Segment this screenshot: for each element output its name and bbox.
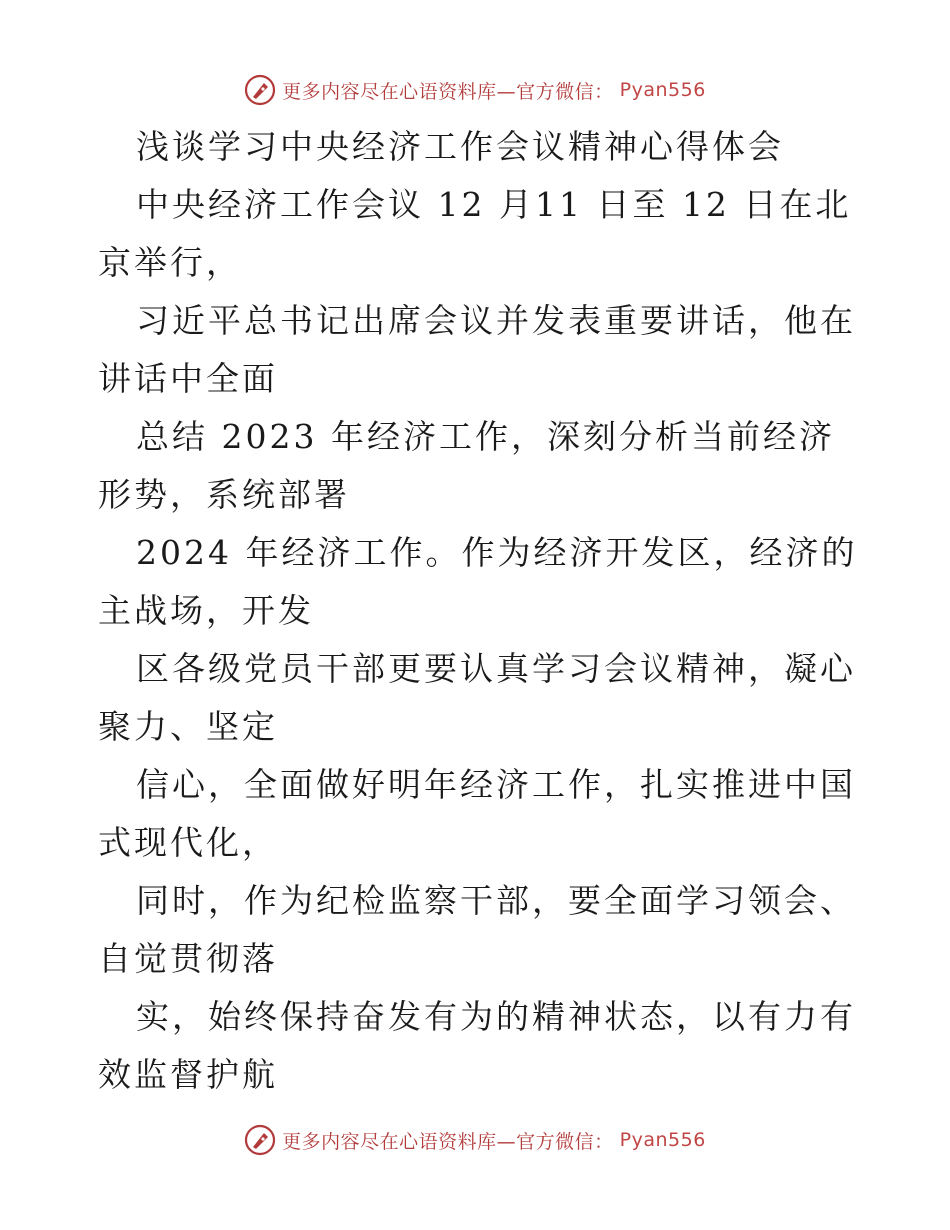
watermark-text: 更多内容尽在心语资料库—官方微信：	[282, 80, 614, 103]
paragraph: 2024 年经济工作。作为经济开发区，经济的主战场，开发	[98, 533, 858, 630]
document-title: 浅谈学习中央经济工作会议精神心得体会	[136, 127, 784, 166]
pen-nib-logo-icon	[244, 1124, 276, 1156]
pen-nib-logo-icon	[244, 74, 276, 106]
paragraph: 实，始终保持奋发有为的精神状态，以有力有效监督护航	[98, 997, 856, 1094]
footer-watermark	[0, 1120, 950, 1160]
paragraph: 习近平总书记出席会议并发表重要讲话，他在讲话中全面	[98, 301, 856, 398]
watermark-wechat-id: Pyan556	[619, 79, 706, 101]
watermark-text: 更多内容尽在心语资料库—官方微信：	[282, 1130, 614, 1153]
paragraph: 区各级党员干部更要认真学习会议精神，凝心聚力、坚定	[98, 649, 856, 746]
header-watermark	[0, 70, 950, 110]
paragraph: 同时，作为纪检监察干部，要全面学习领会、自觉贯彻落	[98, 881, 856, 978]
paragraph: 信心，全面做好明年经济工作，扎实推进中国式现代化，	[98, 765, 856, 862]
watermark-wechat-id: Pyan556	[619, 1129, 706, 1151]
paragraph: 总结 2023 年经济工作，深刻分析当前经济形势，系统部署	[98, 417, 835, 514]
paragraph: 中央经济工作会议 12 月11 日至 12 日在北京举行，	[98, 185, 852, 282]
document-body	[98, 118, 858, 1104]
